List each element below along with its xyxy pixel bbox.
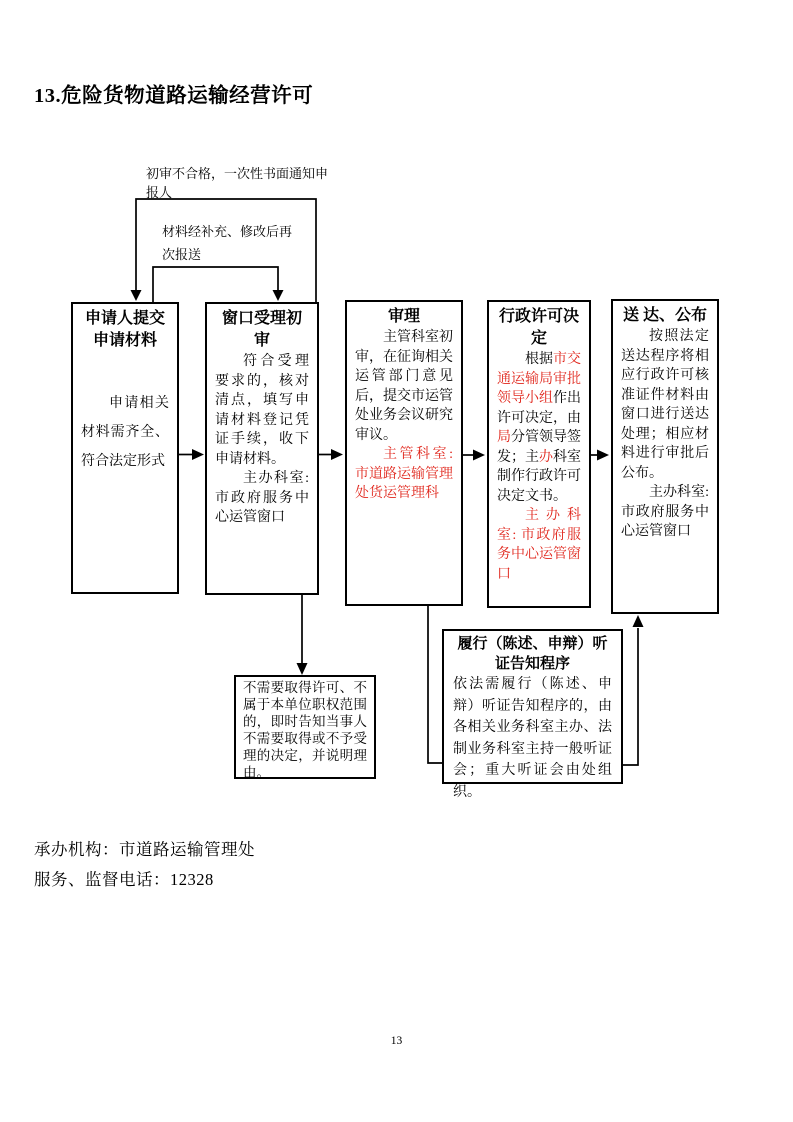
paragraph — [215, 469, 309, 528]
paragraph — [497, 506, 581, 584]
connector-hearing-to-delivery — [622, 628, 638, 765]
page-title: 13.危险货物道路运输经营许可 — [34, 85, 314, 107]
flow-box-no-permit-notice — [234, 675, 376, 779]
paragraph — [243, 679, 367, 781]
footer-agency-line: 承办机构：市道路运输管理处 — [34, 840, 255, 859]
arrowhead-down-into-window — [273, 290, 284, 301]
flow-box-body — [215, 352, 309, 528]
flow-box-title: 行政许可决定 — [498, 308, 579, 347]
connector-resubmit-loop — [153, 267, 278, 302]
flow-box-body — [81, 389, 169, 476]
text-segment: 主办科室:市政府服务中心运管窗口 — [215, 471, 309, 525]
text-segment: 符合受理要求的，核对清点，填写申请材料登记凭证手续，收下申请材料。 — [215, 354, 309, 467]
paragraph — [355, 328, 453, 445]
red-text-segment: 办 — [539, 449, 553, 465]
connector-review-to-hearing — [428, 604, 442, 763]
red-text-segment: 市交通运输局审批领导小组 — [497, 352, 581, 406]
text-segment: 不需要取得许可、不属于本单位职权范围的，即时告知当事人不需要取得或不予受理的决定，并说明理由。 — [243, 680, 367, 780]
flow-box-title: 窗口受理初审 — [221, 310, 302, 349]
flow-box-applicant-submit — [71, 302, 179, 594]
arrowhead-up-delivery — [633, 615, 644, 627]
text-segment: 主管科室初审，在征询相关运管部门意见后，提交市运管处业务会议研究审议。 — [355, 330, 453, 443]
arrowhead-down-into-apply — [131, 290, 142, 301]
red-text-segment: 主管科室:市道路运输管理处货运管理科 — [355, 447, 453, 501]
flow-box-body — [621, 327, 709, 542]
paragraph — [81, 389, 169, 476]
text-segment: 申请相关材料需齐全、符合法定形式 — [81, 396, 169, 469]
red-text-segment: 局 — [497, 430, 511, 445]
paragraph — [215, 352, 309, 469]
text-segment: 依法需履行（陈述、申辩）听证告知程序的，由各相关业务科室主办、法制业务科室主持一般听证会；重大听证会由处组织。 — [453, 677, 612, 800]
paragraph — [497, 350, 581, 506]
resubmit-annotation: 材料经补充、修改后再次报送 — [162, 224, 293, 262]
text-segment: 作出许可决定，由 — [497, 391, 581, 426]
page-number: 13 — [390, 1035, 403, 1047]
text-segment: 分管领导签发；主 — [497, 430, 581, 465]
flow-box-title: 履行（陈述、申辩）听证告知程序 — [457, 636, 608, 672]
paragraph — [621, 327, 709, 483]
footer-phone-line: 服务、监督电话：12328 — [34, 870, 214, 889]
paragraph — [453, 674, 612, 803]
flow-box-title: 申请人提交申请材料 — [84, 310, 165, 349]
flow-box-license-decision — [487, 300, 591, 608]
reject-annotation: 初审不合格，一次性书面通知申报人 — [146, 166, 329, 200]
arrowhead-right-window — [192, 449, 204, 460]
flow-box-review — [345, 300, 463, 606]
arrowhead-right-review — [331, 449, 343, 460]
flow-box-delivery-publish — [611, 299, 719, 614]
red-text-segment: 主办科室: 市政府服务中心运管窗口 — [497, 508, 581, 582]
paragraph — [621, 483, 709, 542]
flow-box-title: 送 达、公布 — [622, 307, 707, 324]
text-segment: 按照法定送达程序将相应行政许可核准证件材料由窗口进行送达处理；相应材料进行审批后公布。 — [621, 329, 709, 481]
paragraph — [355, 445, 453, 504]
flow-box-window-acceptance — [205, 302, 319, 595]
flow-box-body — [243, 679, 367, 781]
text-segment: 根据 — [525, 352, 553, 367]
arrowhead-right-decision — [473, 450, 485, 461]
text-segment: 科室制作行政许可决定文书。 — [497, 449, 581, 504]
flow-box-title: 审理 — [387, 308, 420, 325]
text-segment: 主办科室: 市政府服务中心运管窗口 — [621, 485, 709, 539]
flow-box-hearing-procedure — [442, 629, 623, 800]
flow-box-body — [453, 674, 612, 803]
arrowhead-right-delivery — [597, 450, 609, 461]
flow-box-body — [355, 328, 453, 504]
arrowhead-down-notice — [297, 663, 308, 675]
flow-box-body — [497, 350, 581, 584]
